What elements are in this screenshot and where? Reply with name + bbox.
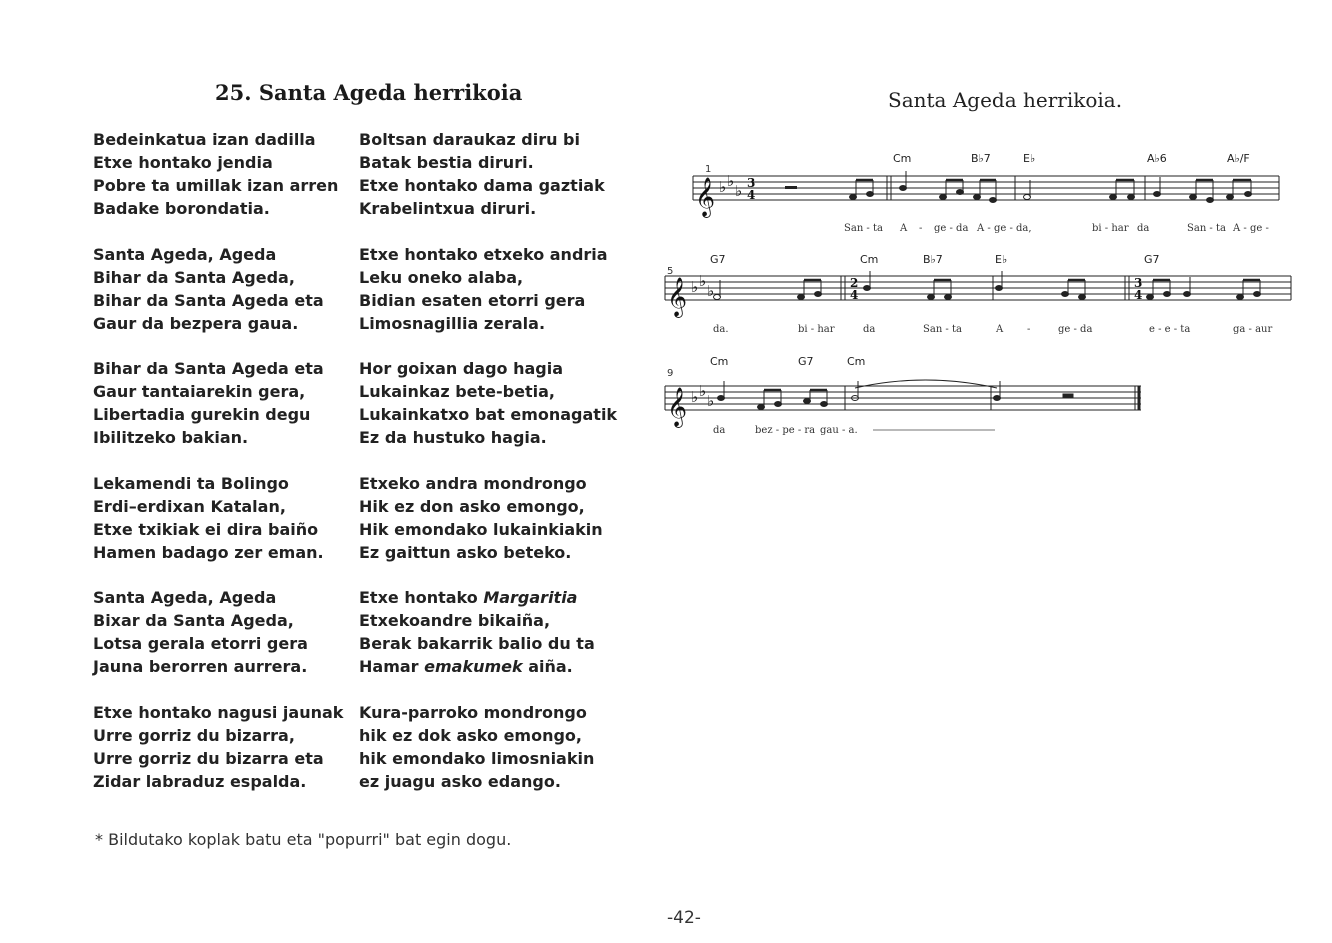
music-score: [655, 140, 1295, 455]
flat-icon: ♭: [699, 382, 707, 400]
verse-line: Ez da hustuko hagia.: [359, 428, 547, 447]
verse-line: Urre gorriz du bizarra,: [93, 725, 295, 745]
chord-symbol: E♭: [995, 253, 1008, 266]
verse-line: Zidar labraduz espalda.: [93, 771, 307, 791]
verse-line: Pobre ta umillak izan arren: [93, 176, 339, 195]
verse-line: Etxe hontako etxeko andria: [359, 244, 608, 264]
verse-line: Etxe hontako nagusi jaunak: [93, 702, 344, 722]
chord-symbol: G7: [798, 355, 814, 368]
verse-line: Etxeko andra mondrongo: [359, 473, 587, 493]
measure-number: 1: [705, 164, 712, 175]
verse-line: Lukainkaz bete-betia,: [359, 382, 555, 401]
chord-symbol: Cm: [893, 152, 912, 165]
time-signature-bottom: 4: [850, 288, 859, 302]
verse-line: Gaur tantaiarekin gera,: [93, 382, 306, 401]
treble-clef-icon: 𝄞: [667, 387, 688, 427]
verse-line: Bihar da Santa Ageda,: [93, 267, 295, 287]
verse-line: Hor goixan dago hagia: [359, 359, 564, 378]
verse-text: Etxe hontako: [359, 588, 484, 607]
verse-line: Erdi–erdixan Katalan,: [93, 496, 286, 516]
verse-line: Gaur da bezpera gaua.: [93, 313, 299, 333]
verse-line: Etxe txikiak ei dira baiño: [93, 519, 319, 539]
verse-line: Kura-parroko mondrongo: [359, 702, 587, 722]
stanza-2: [93, 243, 353, 358]
chord-symbol: Cm: [847, 355, 866, 368]
lyric-syllable: da: [713, 425, 726, 436]
verse-line: Limosnagillia zerala.: [359, 313, 546, 333]
lyric-syllable: e - e - ta: [1149, 324, 1191, 335]
time-signature-bottom: 4: [747, 188, 756, 202]
verse-line: Ez gaittun asko beteko.: [359, 542, 572, 562]
lyric-syllable: ge - da: [1058, 324, 1093, 335]
verse-line: Leku oneko alaba,: [359, 267, 524, 287]
flat-icon: ♭: [735, 182, 743, 200]
note-group: [714, 271, 1261, 300]
score-svg: [655, 140, 1295, 450]
italic-name: Margaritia: [483, 588, 578, 607]
verse-line: Bixar da Santa Ageda,: [93, 611, 294, 630]
stanza-12: [359, 701, 609, 816]
score-title: Santa Ageda herrikoia.: [888, 88, 1123, 112]
measure-number: 9: [667, 368, 674, 379]
flat-icon: ♭: [707, 282, 715, 300]
verse-line: Boltsan daraukaz diru bi: [359, 130, 580, 149]
stanza-8: [359, 243, 609, 358]
flat-icon: ♭: [707, 392, 715, 410]
chord-symbol: G7: [1144, 253, 1160, 266]
stanza-10: [359, 472, 609, 587]
italic-word: emakumek: [424, 657, 523, 676]
song-title: 25. Santa Ageda herrikoia: [215, 80, 523, 105]
measure-number: 5: [667, 266, 674, 277]
lyric-syllable: A - ge -: [1233, 223, 1269, 234]
chord-symbol: E♭: [1023, 152, 1036, 165]
chord-symbol: B♭7: [923, 253, 943, 266]
treble-clef-icon: 𝄞: [695, 177, 716, 217]
chord-symbol: B♭7: [971, 152, 991, 165]
chord-symbol: Cm: [710, 355, 729, 368]
stanza-3: [93, 357, 353, 472]
treble-clef-icon: 𝄞: [667, 277, 688, 317]
verse-text: Hamar: [359, 657, 425, 676]
lyric-syllable: San - ta: [923, 324, 962, 335]
chord-symbol: A♭6: [1147, 152, 1167, 165]
chord-symbol: G7: [710, 253, 726, 266]
verse-line: Batak bestia diruri.: [359, 153, 534, 172]
verse-line: Etxekoandre bikaiña,: [359, 611, 551, 630]
verse-line: hik emondako limosniakin: [359, 748, 595, 768]
lyric-syllable: bi - har: [798, 324, 835, 335]
verse-line: Bihar da Santa Ageda eta: [93, 290, 324, 310]
verse-line: Hamen badago zer eman.: [93, 542, 324, 562]
flat-icon: ♭: [727, 172, 735, 190]
chord-symbol: Cm: [860, 253, 879, 266]
lyric-syllable: bez - pe - ra: [755, 425, 816, 436]
lyric-syllable: ge - da: [934, 223, 969, 234]
lyric-syllable: A: [900, 223, 908, 234]
verse-line: Bidian esaten etorri gera: [359, 290, 586, 310]
stanza-7: [359, 128, 609, 243]
verse-line: Etxe hontako jendia: [93, 153, 273, 172]
verse-line: Hik emondako lukainkiakin: [359, 519, 603, 539]
lyric-syllable: gau - a.: [820, 425, 858, 436]
verse-line: Lekamendi ta Bolingo: [93, 473, 289, 493]
footnote: * Bildutako koplak batu eta "popurri" bat egin dogu.: [95, 830, 512, 849]
verse-text: aiña.: [522, 657, 573, 676]
lyric-syllable: San - ta: [1187, 223, 1226, 234]
verse-line: Badake borondatia.: [93, 199, 270, 218]
stanza-4: [93, 472, 353, 587]
stanza-6: [93, 701, 353, 816]
time-signature-bottom: 4: [1134, 288, 1143, 302]
lyric-syllable: San - ta: [844, 223, 883, 234]
rest-icon: [785, 186, 797, 189]
verse-line: Santa Ageda, Ageda: [93, 244, 277, 264]
right-verse-column: [359, 128, 618, 815]
left-verse-column: [93, 128, 353, 815]
verse-line: Bedeinkatua izan dadilla: [93, 130, 316, 149]
verse-line: [359, 655, 609, 678]
stanza-11: [359, 586, 609, 701]
verse-line: Etxe hontako dama gaztiak: [359, 176, 605, 195]
lyric-syllable: ga - aur: [1233, 324, 1273, 335]
verse-line: Ibilitzeko bakian.: [93, 428, 249, 447]
stanza-5: [93, 586, 353, 701]
staff-system-2: [665, 276, 1291, 300]
lyric-syllable: A - ge - da,: [977, 223, 1032, 234]
chord-symbol: A♭/F: [1227, 152, 1250, 165]
verse-line: Bihar da Santa Ageda eta: [93, 359, 324, 378]
lyric-syllable: -: [919, 223, 923, 234]
verse-line: Berak bakarrik balio du ta: [359, 634, 595, 653]
verse-line: hik ez dok asko emongo,: [359, 725, 582, 745]
verse-line: Santa Ageda, Ageda: [93, 588, 277, 607]
flat-icon: ♭: [691, 278, 699, 296]
verse-line: Lotsa gerala etorri gera: [93, 634, 308, 653]
verse-line: ez juagu asko edango.: [359, 771, 561, 791]
stanza-1: [93, 128, 353, 243]
lyric-syllable: da: [863, 324, 876, 335]
page-number: -42-: [667, 908, 701, 928]
rest-icon: [1063, 394, 1073, 397]
time-signature-top: 3: [747, 176, 756, 190]
lyric-syllable: bi - har: [1092, 223, 1129, 234]
lyric-syllable: A: [996, 324, 1004, 335]
staff-system-3: [665, 386, 1141, 410]
time-signature-top: 2: [850, 276, 859, 290]
verse-line: Hik ez don asko emongo,: [359, 496, 585, 516]
stanza-9: [359, 357, 618, 472]
verse-line: Libertadia gurekin degu: [93, 405, 311, 424]
verse-line: [359, 586, 609, 609]
lyric-syllable: -: [1027, 324, 1031, 335]
verse-line: Urre gorriz du bizarra eta: [93, 748, 324, 768]
flat-icon: ♭: [719, 178, 727, 196]
lyric-syllable: da: [1137, 223, 1150, 234]
verse-line: Krabelintxua diruri.: [359, 199, 537, 218]
flat-icon: ♭: [699, 272, 707, 290]
flat-icon: ♭: [691, 388, 699, 406]
note-group: [718, 380, 1074, 410]
verse-line: Jauna berorren aurrera.: [93, 657, 308, 676]
time-signature-top: 3: [1134, 276, 1143, 290]
verse-line: Lukainkatxo bat emonagatik: [359, 405, 618, 424]
lyric-syllable: da.: [713, 324, 729, 335]
